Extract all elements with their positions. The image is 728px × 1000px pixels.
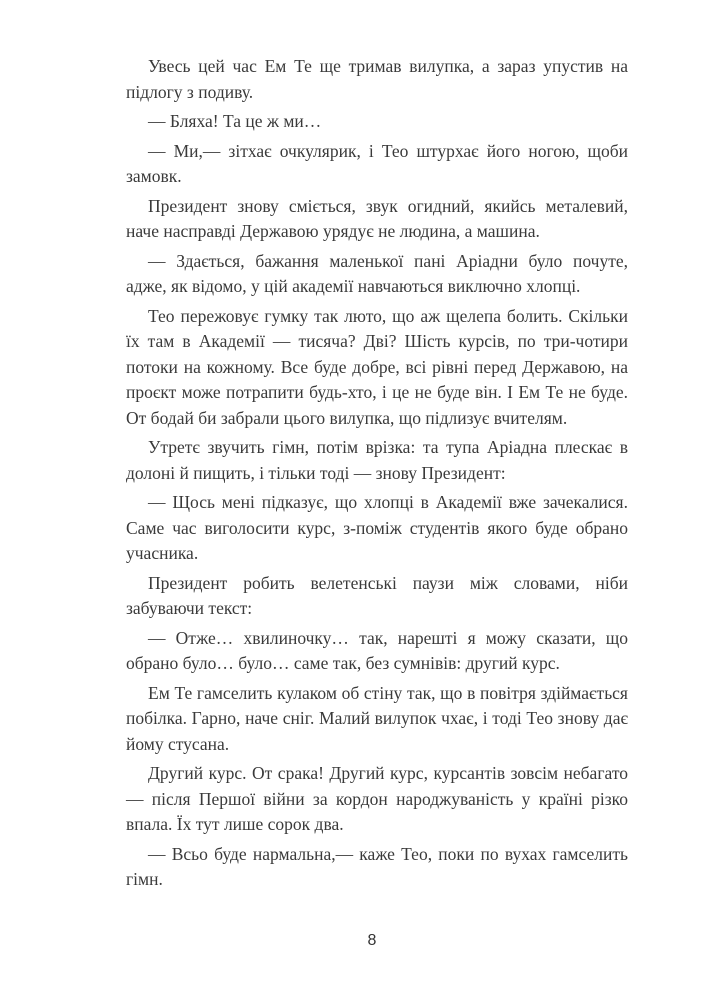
page-number: 8 <box>367 932 377 949</box>
paragraph: — Бляха! Та це ж ми… <box>148 111 322 131</box>
paragraph: — Ми,— зітхає очкулярик, і Тео штурхає його ногою, щоби замовк. <box>126 140 628 186</box>
paragraph: — Здається, бажання маленької пані Аріадни було почуте, адже, як відомо, у цій академії навчаються виключно хлопці. <box>126 250 628 296</box>
paragraph: — Щось мені підказує, що хлопці в Академії вже зачекалися. Саме час виголосити курс, з-поміж студентів якого буде обрано учасника. <box>126 492 628 563</box>
paragraph: Другий курс. От срака! Другий курс, курсантів зовсім небагато — після Першої війни за кордон народжуваність у країні різко впала. Їх тут лише сорок два. <box>126 763 628 834</box>
body-text <box>126 54 628 897</box>
paragraph: — Всьо буде нармальна,— каже Тео, поки по вухах гамселить гімн. <box>126 843 628 889</box>
paragraph: Ем Те гамселить кулаком об стіну так, що в повітря здіймається побілка. Гарно, наче сніг. Малий вилупок чхає, і тоді Тео знову дає йому стусана. <box>126 682 628 754</box>
paragraph: Увесь цей час Ем Те ще тримав вилупка, а зараз упустив на підлогу з подиву. <box>126 56 628 102</box>
paragraph: Тео пережовує гумку так люто, що аж щелепа болить. Скільки їх там в Академії — тисяча? Дві? Шість курсів, по три-чотири потоки на кожному. Все буде добре, всі рівні перед Державою, на проєкт може потрапити будь-хто, і це не буде він. І Ем Те не буде. От бодай би забрали цього вилупка, що підлизує вчителям. <box>126 305 628 428</box>
paragraph: Президент знову сміється, звук огидний, якийсь металевий, наче насправді Державою урядує не людина, а машина. <box>126 195 628 241</box>
paragraph: Утретє звучить гімн, потім врізка: та тупа Аріадна плескає в долоні й пищить, і тільки тоді — знову Президент: <box>126 437 628 483</box>
paragraph: Президент робить велетенські паузи між словами, ніби забуваючи текст: <box>126 572 628 618</box>
paragraph: — Отже… хвилиночку… так, нарешті я можу сказати, що обрано було… було… саме так, без сумнівів: другий курс. <box>126 627 628 673</box>
